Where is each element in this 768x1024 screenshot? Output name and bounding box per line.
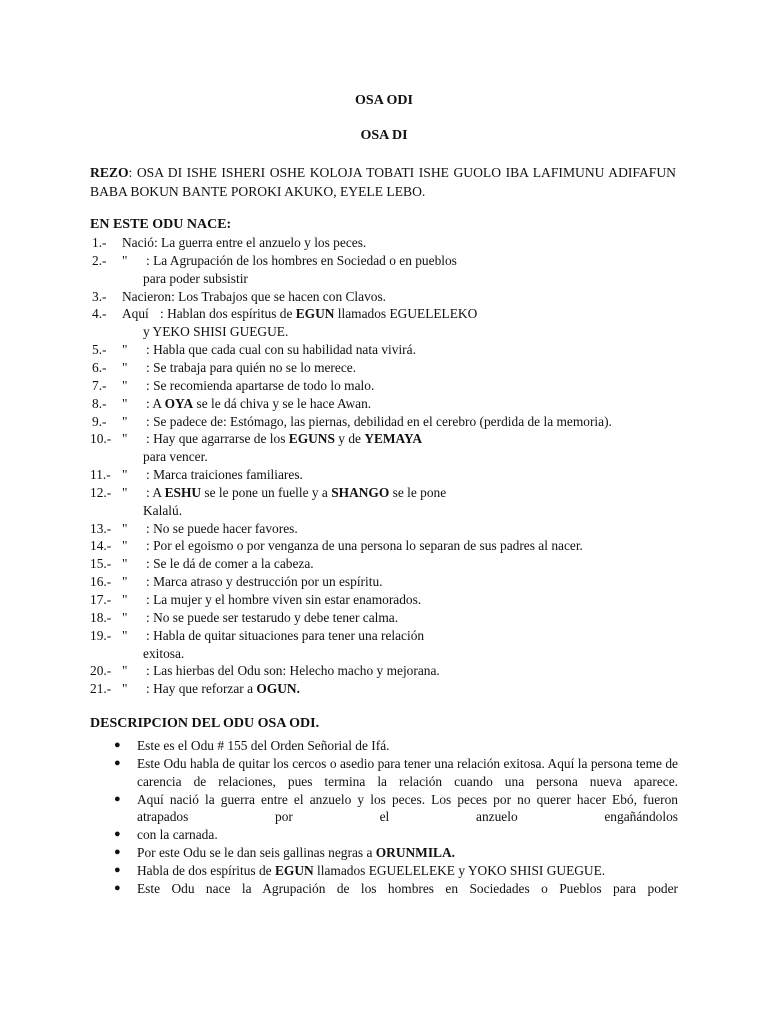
bullet-bold-term: EGUN: [274, 863, 314, 879]
item-text: : Se le dá de comer a la cabeza.: [146, 556, 314, 572]
nace-item-continuation: y YEKO SHISI GUEGUE.: [143, 324, 289, 340]
bullet-dot: ●: [114, 882, 121, 895]
item-ditto-mark: ": [122, 484, 128, 500]
bullet-dot: ●: [114, 864, 121, 877]
item-text: y de: [334, 431, 365, 447]
item-number: 1.-: [92, 235, 107, 250]
item-number: 21.-: [90, 681, 112, 697]
item-ditto-mark: ": [122, 467, 128, 483]
item-text: llamados EGUELELEKO: [334, 306, 478, 322]
bullet-text: Por este Odu se le dan seis gallinas negras a: [137, 845, 376, 861]
item-ditto-mark: ": [122, 377, 128, 393]
item-text: : Hablan dos espíritus de: [160, 306, 296, 322]
item-ditto-mark: ": [122, 520, 128, 536]
nace-heading: EN ESTE ODU NACE:: [90, 217, 232, 232]
document-subtitle: OSA DI: [360, 128, 408, 143]
item-bold-term: OYA: [164, 395, 194, 411]
item-number: 10.-: [90, 431, 112, 447]
nace-item: [90, 430, 422, 448]
nace-item-continuation: para poder subsistir: [143, 270, 248, 286]
item-bold-term: OGUN.: [256, 681, 300, 697]
descripcion-list: [114, 737, 678, 898]
descripcion-bullet: [114, 737, 678, 755]
item-ditto-mark: ": [122, 609, 128, 625]
item-number: 19.-: [90, 627, 112, 643]
bullet-bold-term: ORUNMILA.: [375, 845, 455, 861]
item-number: 16.-: [90, 574, 112, 590]
item-number: 11.-: [90, 467, 111, 483]
item-text: : Marca traiciones familiares.: [146, 467, 303, 483]
item-text: : Marca atraso y destrucción por un espíritu.: [146, 574, 383, 590]
bullet-dot: ●: [114, 792, 121, 805]
item-number: 2.-: [92, 252, 107, 268]
nace-item: [90, 413, 612, 431]
rezo-paragraph: [90, 163, 676, 201]
item-number: 9.-: [92, 413, 107, 429]
nace-item: [90, 359, 356, 377]
nace-item: [90, 627, 424, 645]
nace-item: [90, 305, 477, 323]
descripcion-bullet: [114, 880, 678, 898]
item-number: 8.-: [92, 395, 107, 411]
item-ditto-mark: ": [122, 431, 128, 447]
item-ditto-mark: ": [122, 592, 128, 607]
item-bold-term: EGUNS: [288, 431, 335, 447]
rezo-label: REZO: [90, 165, 129, 180]
item-number: 17.-: [90, 592, 112, 607]
item-text: : Se recomienda apartarse de todo lo malo.: [146, 377, 375, 393]
item-text: se le pone un fuelle y a: [201, 484, 332, 500]
item-number: 18.-: [90, 609, 112, 625]
item-ditto-mark: ": [122, 556, 128, 572]
nace-item: [90, 466, 303, 484]
item-ditto-mark: Aquí: [122, 306, 149, 322]
item-text: : Hay que agarrarse de los: [146, 431, 289, 447]
nace-item: [90, 537, 583, 555]
document-title: OSA ODI: [355, 93, 413, 108]
descripcion-bullet: [114, 862, 678, 880]
nace-item-continuation: Kalalú.: [143, 502, 183, 518]
item-text: : Se padece de: Estómago, las piernas, debilidad en el cerebro (perdida de la memoria).: [146, 413, 612, 429]
item-number: 13.-: [90, 520, 112, 536]
descripcion-bullet: [114, 755, 678, 790]
item-text: se le dá chiva y se le hace Awan.: [193, 395, 372, 411]
item-number: 14.-: [90, 538, 112, 554]
nace-item: [90, 234, 366, 252]
nace-item-continuation: para vencer.: [143, 449, 208, 465]
item-number: 4.-: [92, 306, 107, 322]
item-bold-term: ESHU: [164, 484, 202, 500]
bullet-text: Este es el Odu # 155 del Orden Señorial de Ifá.: [137, 738, 390, 753]
item-text: : Se trabaja para quién no se lo merece.: [146, 359, 357, 375]
nace-item: [90, 341, 416, 359]
item-text: : No se puede hacer favores.: [146, 520, 298, 536]
bullet-dot: ●: [114, 739, 121, 751]
item-ditto-mark: ": [122, 663, 128, 679]
nace-item: [90, 662, 440, 680]
item-ditto-mark: ": [122, 627, 128, 643]
item-text: se le pone: [389, 484, 447, 500]
nace-item: [90, 252, 457, 270]
item-number: 3.-: [92, 288, 107, 304]
item-number: 12.-: [90, 484, 112, 500]
item-number: 15.-: [90, 556, 112, 572]
nace-item: [90, 680, 300, 698]
item-ditto-mark: ": [122, 413, 128, 429]
item-ditto-mark: ": [122, 574, 128, 590]
nace-item: [90, 555, 314, 573]
nace-item: [90, 609, 398, 627]
item-text: : La mujer y el hombre viven sin estar enamorados.: [146, 592, 422, 607]
item-bold-term: YEMAYA: [364, 431, 423, 447]
item-text: Nacieron: Los Trabajos que se hacen con Clavos.: [122, 288, 387, 304]
descripcion-bullet: [114, 791, 678, 826]
bullet-text: llamados EGUELELEKE y YOKO SHISI GUEGUE.: [313, 863, 606, 879]
bullet-dot: ●: [114, 756, 121, 769]
item-ditto-mark: ": [122, 342, 128, 358]
descripcion-bullet: [114, 844, 678, 862]
bullet-text: con la carnada.: [137, 827, 218, 843]
item-text: : La Agrupación de los hombres en Sociedad o en pueblos: [146, 252, 457, 268]
bullet-dot: ●: [114, 828, 121, 841]
descripcion-heading: DESCRIPCION DEL ODU OSA ODI.: [90, 716, 320, 731]
item-text: : Por el egoismo o por venganza de una persona lo separan de sus padres al nacer.: [146, 538, 583, 554]
nace-item: [90, 591, 421, 609]
nace-item: [90, 484, 446, 502]
bullet-text: Habla de dos espíritus de: [137, 863, 275, 879]
item-bold-term: SHANGO: [331, 484, 390, 500]
nace-item: [90, 520, 298, 538]
item-text: : Las hierbas del Odu son: Helecho macho y mejorana.: [146, 663, 440, 679]
item-text: : Habla que cada cual con su habilidad nata vivirá.: [146, 342, 416, 358]
rezo-text: : OSA DI ISHE ISHERI OSHE KOLOJA TOBATI ISHE GUOLO IBA LAFIMUNU ADIFAFUN BABA BOKUN BANTE POROKI AKUKO, EYELE LEBO.: [90, 165, 676, 199]
item-text: : Habla de quitar situaciones para tener una relación: [146, 627, 425, 643]
item-text: : No se puede ser testarudo y debe tener calma.: [146, 609, 399, 625]
item-ditto-mark: ": [122, 359, 128, 375]
bullet-text: Este Odu habla de quitar los cercos o asedio para tener una relación exitosa. Aquí la persona teme de carencia de relaciones, pues termina la relación cuando una persona nueva aparece.: [137, 755, 678, 789]
item-ditto-mark: ": [122, 252, 128, 268]
item-ditto-mark: ": [122, 395, 128, 411]
nace-item: [90, 573, 383, 591]
item-ditto-mark: ": [122, 538, 128, 554]
item-text: : Hay que reforzar a: [146, 681, 257, 697]
nace-item: [90, 288, 386, 306]
item-number: 7.-: [92, 377, 107, 393]
item-ditto-mark: ": [122, 681, 128, 697]
bullet-text: Este Odu nace la Agrupación de los hombres en Sociedades o Pueblos para poder: [137, 881, 678, 897]
nace-item: [90, 395, 371, 413]
bullet-text: Aquí nació la guerra entre el anzuelo y los peces. Los peces por no querer hacer Ebó, fueron atrapados por el anzuelo engañándolos: [137, 791, 678, 825]
item-number: 20.-: [90, 663, 112, 679]
nace-item-continuation: exitosa.: [143, 645, 185, 661]
item-text: : A: [146, 484, 165, 500]
item-number: 5.-: [92, 342, 107, 358]
item-text: Nació: La guerra entre el anzuelo y los peces.: [122, 235, 367, 250]
descripcion-bullet: [114, 826, 678, 844]
item-text: : A: [146, 395, 165, 411]
item-bold-term: EGUN: [295, 306, 335, 322]
bullet-dot: ●: [114, 846, 121, 859]
nace-item: [90, 377, 374, 395]
item-number: 6.-: [92, 359, 107, 375]
